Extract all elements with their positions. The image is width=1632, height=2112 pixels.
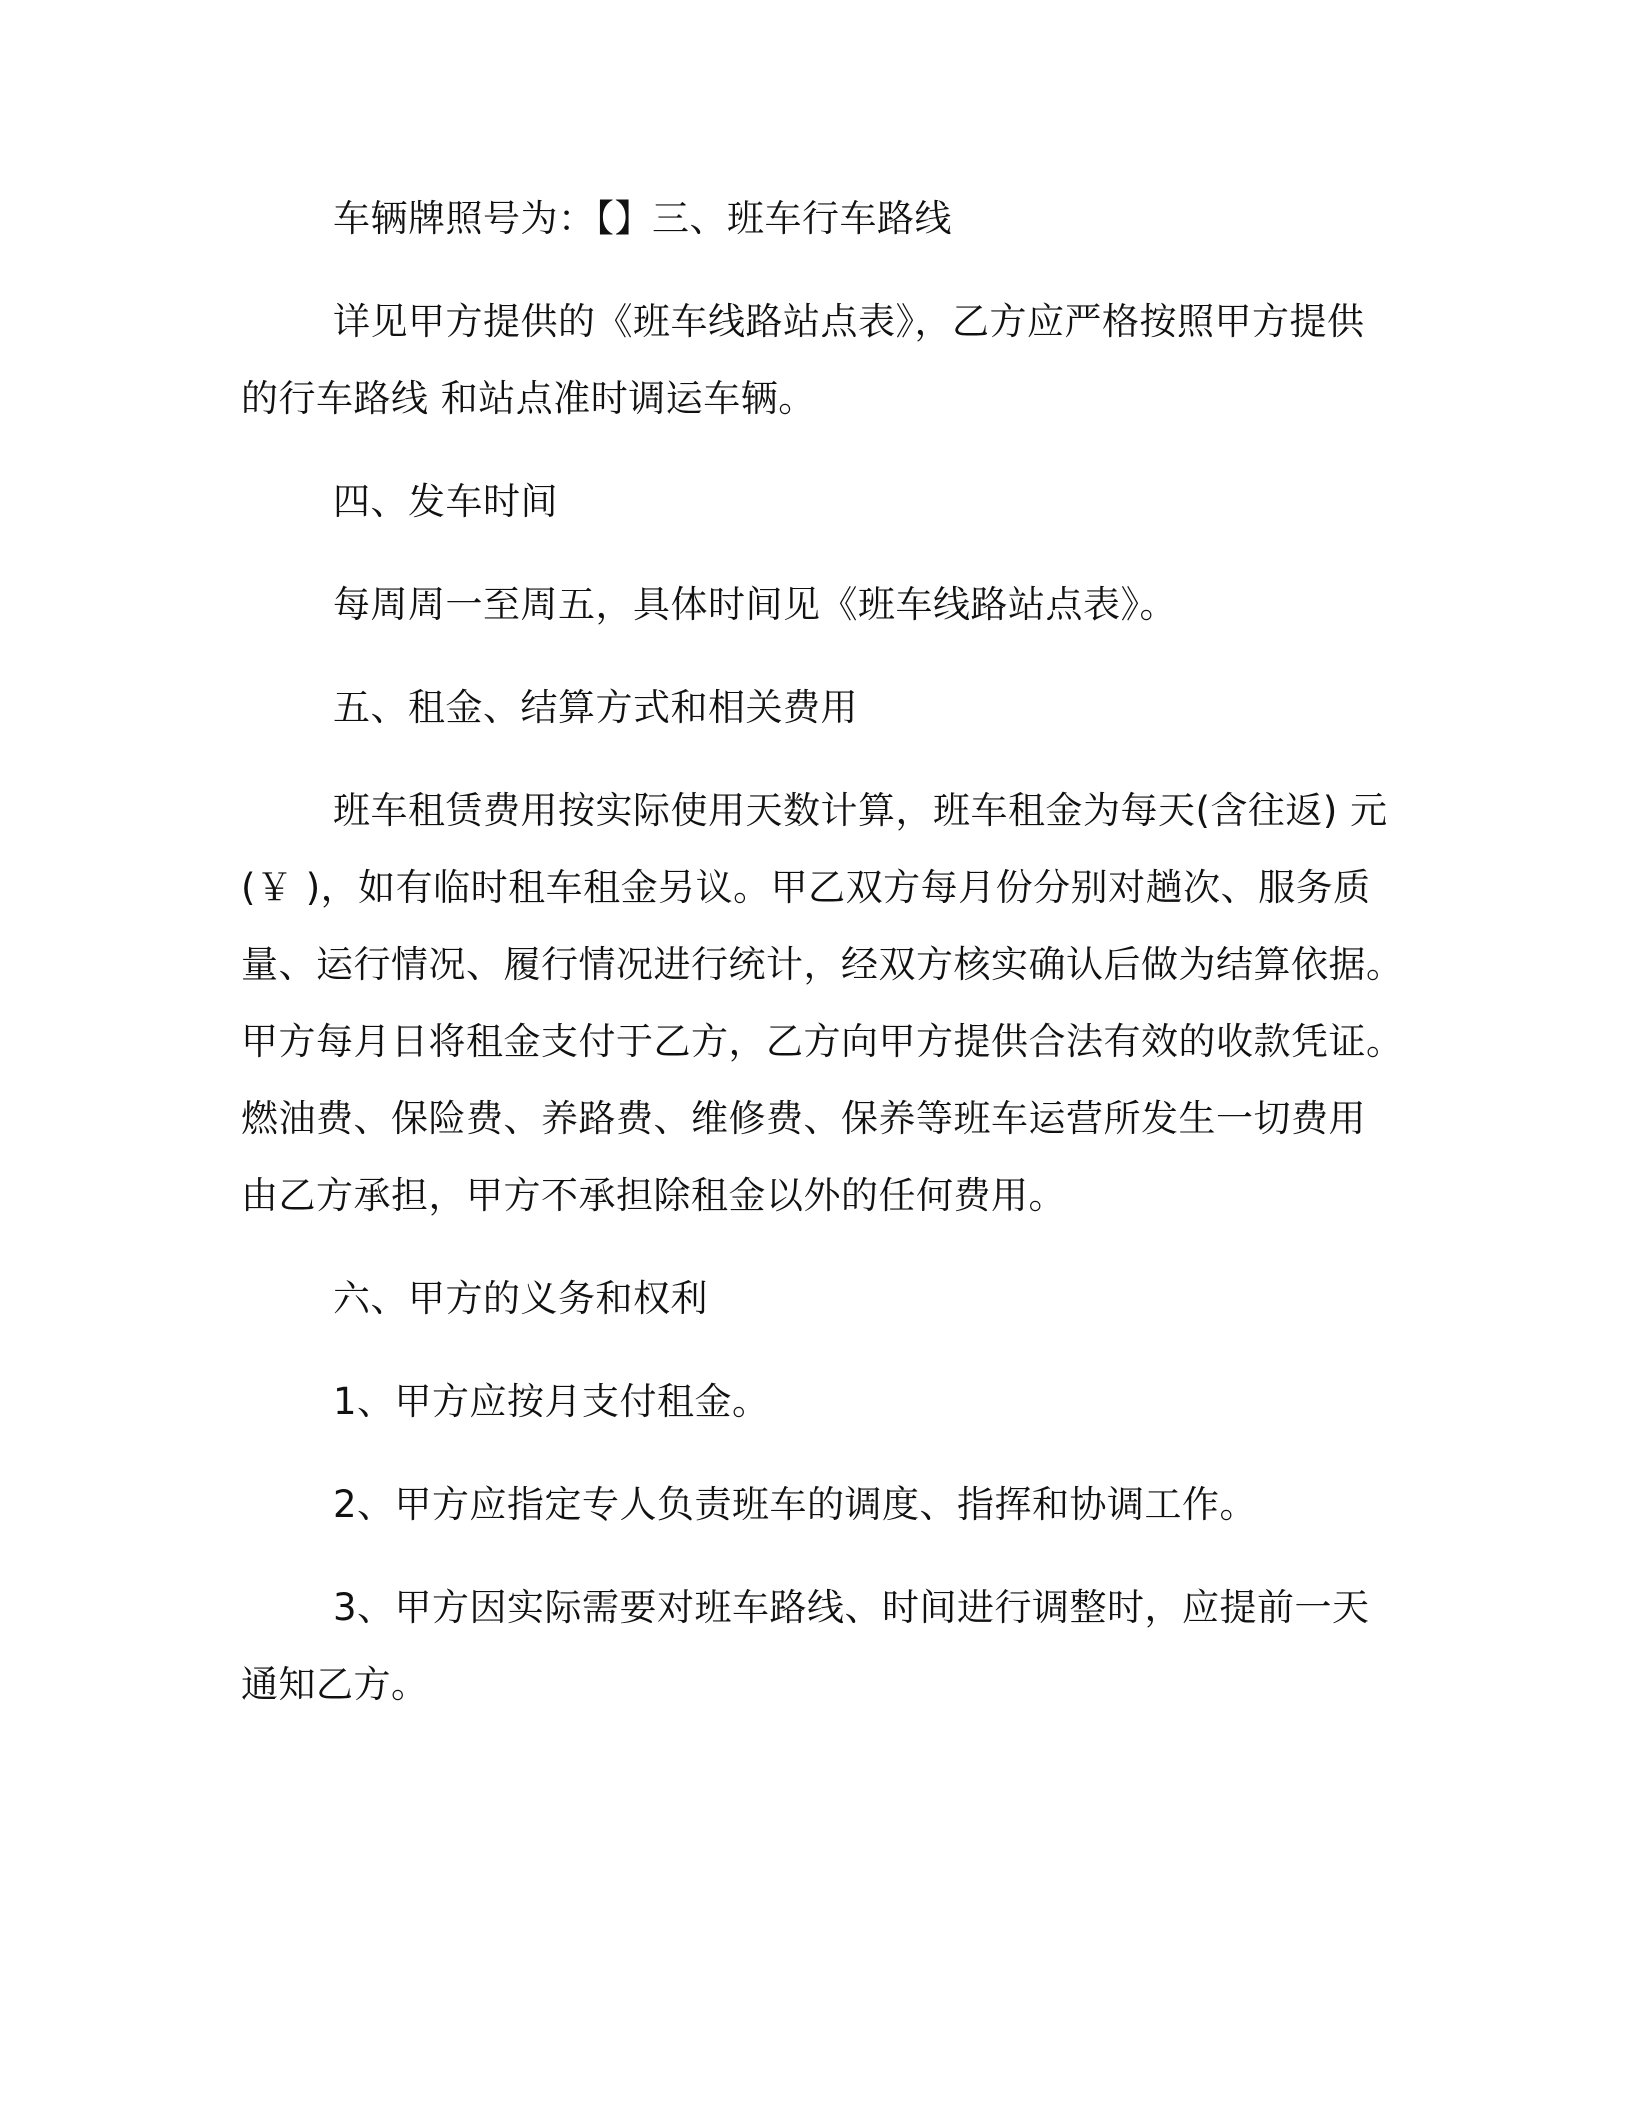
paragraph-plate-number-and-route-heading: 车辆牌照号为：【】三、班车行车路线	[333, 197, 952, 240]
heading-party-a-obligations-rights: 六、甲方的义务和权利	[333, 1277, 708, 1320]
paragraph-rent-line-3: 量、运行情况、履行情况进行统计，经双方核实确认后做为结算依据。	[241, 943, 1404, 986]
clause-2-designate-coordinator: 2、甲方应指定专人负责班车的调度、指挥和协调工作。	[333, 1483, 1258, 1526]
heading-departure-time: 四、发车时间	[333, 480, 558, 523]
paragraph-rent-line-6: 由乙方承担，甲方不承担除租金以外的任何费用。	[241, 1174, 1066, 1217]
paragraph-rent-line-2: (￥ )，如有临时租车租金另议。甲乙双方每月份分别对趟次、服务质	[241, 866, 1371, 909]
paragraph-rent-line-1: 班车租赁费用按实际使用天数计算，班车租金为每天(含往返) 元	[333, 789, 1388, 832]
clause-3-adjust-route-line-1: 3、甲方因实际需要对班车路线、时间进行调整时，应提前一天	[333, 1586, 1370, 1629]
paragraph-rent-line-5: 燃油费、保险费、养路费、维修费、保养等班车运营所发生一切费用	[241, 1097, 1366, 1140]
clause-1-pay-rent-monthly: 1、甲方应按月支付租金。	[333, 1380, 770, 1423]
clause-3-adjust-route-line-2: 通知乙方。	[241, 1663, 429, 1706]
paragraph-departure-schedule: 每周周一至周五，具体时间见《班车线路站点表》。	[333, 583, 1177, 626]
paragraph-route-details-line-2: 的行车路线 和站点准时调运车辆。	[241, 377, 816, 420]
paragraph-route-details-line-1: 详见甲方提供的《班车线路站点表》，乙方应严格按照甲方提供	[333, 300, 1365, 343]
heading-rent-settlement-fees: 五、租金、结算方式和相关费用	[333, 686, 858, 729]
paragraph-rent-line-4: 甲方每月日将租金支付于乙方，乙方向甲方提供合法有效的收款凭证。	[241, 1020, 1404, 1063]
